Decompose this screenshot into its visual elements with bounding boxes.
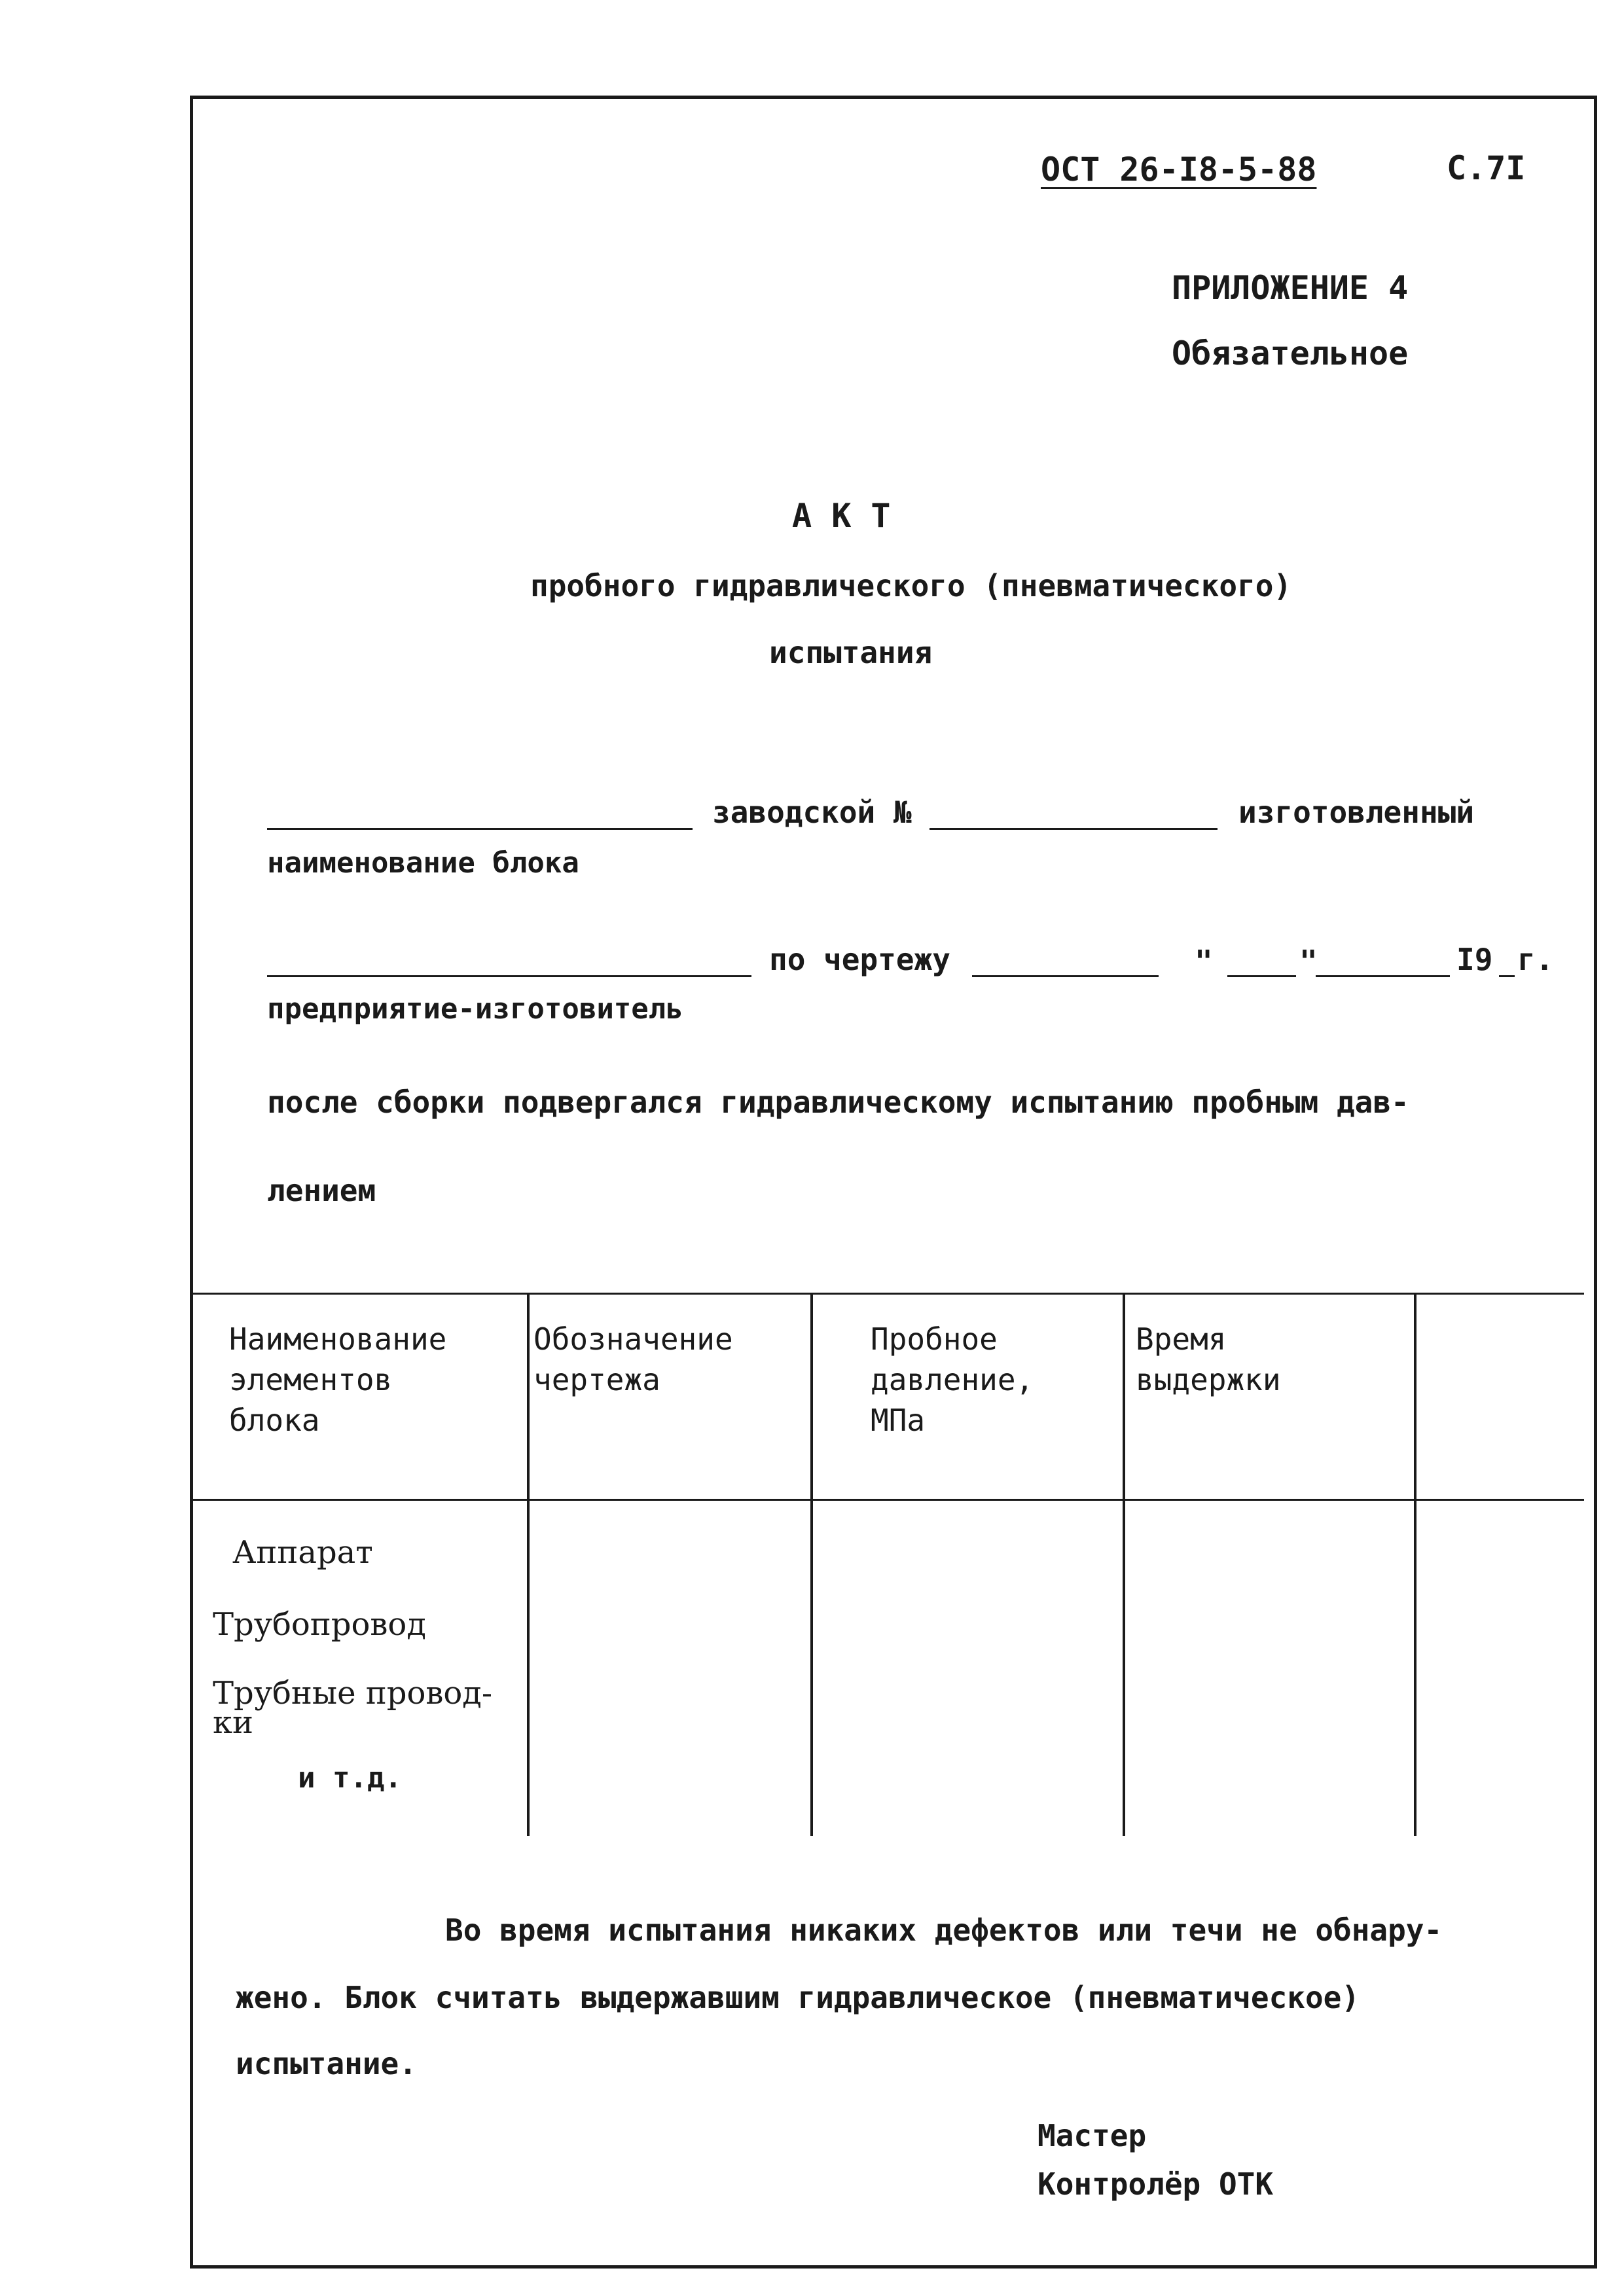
block-name-blank[interactable] — [267, 828, 693, 830]
standard-code: ОСТ 26-I8-5-88 — [1041, 151, 1317, 188]
column-header-element-name: Наименование элементов блока — [229, 1321, 447, 1438]
month-blank[interactable] — [1316, 975, 1450, 977]
conclusion-line-3: испытание. — [236, 2046, 417, 2081]
appendix-label: ПРИЛОЖЕНИЕ 4 — [1172, 269, 1409, 307]
factory-number-label: заводской № — [712, 795, 912, 830]
date-quote-close: " — [1299, 944, 1318, 979]
year-suffix: г. — [1517, 942, 1554, 977]
drawing-blank[interactable] — [972, 975, 1159, 977]
table-row-pipeline: Трубопровод — [213, 1606, 426, 1643]
appendix-status: Обязательное — [1172, 334, 1409, 372]
document-title: А К Т — [792, 497, 891, 535]
column-header-pressure: Пробное давление, МПа — [871, 1321, 1034, 1438]
body-line-2: лением — [267, 1173, 376, 1208]
table-row-apparatus: Аппарат — [232, 1534, 373, 1571]
block-name-caption: наименование блока — [267, 846, 579, 880]
column-header-drawing: Обозначение чертежа — [533, 1321, 733, 1397]
year-blank[interactable] — [1499, 975, 1515, 977]
conclusion-line-2: жено. Блок считать выдержавшим гидравлическое (пневматическое) — [236, 1980, 1360, 2015]
manufacturer-caption: предприятие-изготовитель — [267, 992, 683, 1026]
body-line-1: после сборки подвергался гидравлическому испытанию пробным дав- — [267, 1085, 1409, 1120]
column-header-hold-time: Время выдержки — [1136, 1321, 1281, 1397]
title-line-1: пробного гидравлического (пневматического) — [530, 568, 1292, 603]
table-header-rule — [190, 1499, 1584, 1501]
table-top-rule — [190, 1293, 1584, 1295]
signature-controller: Контролёр ОТК — [1038, 2166, 1274, 2202]
manufactured-label: изготовленный — [1238, 795, 1475, 830]
manufacturer-blank[interactable] — [267, 975, 751, 977]
page-number: С.7I — [1447, 149, 1526, 187]
year-label: I9 — [1456, 942, 1493, 977]
table-row-etc: и т.д. — [298, 1761, 402, 1795]
signature-master: Мастер — [1038, 2118, 1147, 2153]
table-divider-1 — [527, 1293, 530, 1836]
date-quote-open: " — [1195, 944, 1213, 979]
table-row-tube-lines: Трубные провод- — [213, 1675, 493, 1712]
conclusion-line-1: Во время испытания никаких дефектов или течи не обнару- — [445, 1912, 1443, 1948]
table-divider-4 — [1414, 1293, 1416, 1836]
factory-number-blank[interactable] — [929, 828, 1218, 830]
table-divider-3 — [1123, 1293, 1125, 1836]
table-divider-2 — [810, 1293, 813, 1836]
title-line-2: испытания — [769, 635, 933, 670]
drawing-label: по чертежу — [769, 942, 950, 977]
day-blank[interactable] — [1227, 975, 1296, 977]
table-row-tube-lines-cont: ки — [213, 1704, 253, 1741]
